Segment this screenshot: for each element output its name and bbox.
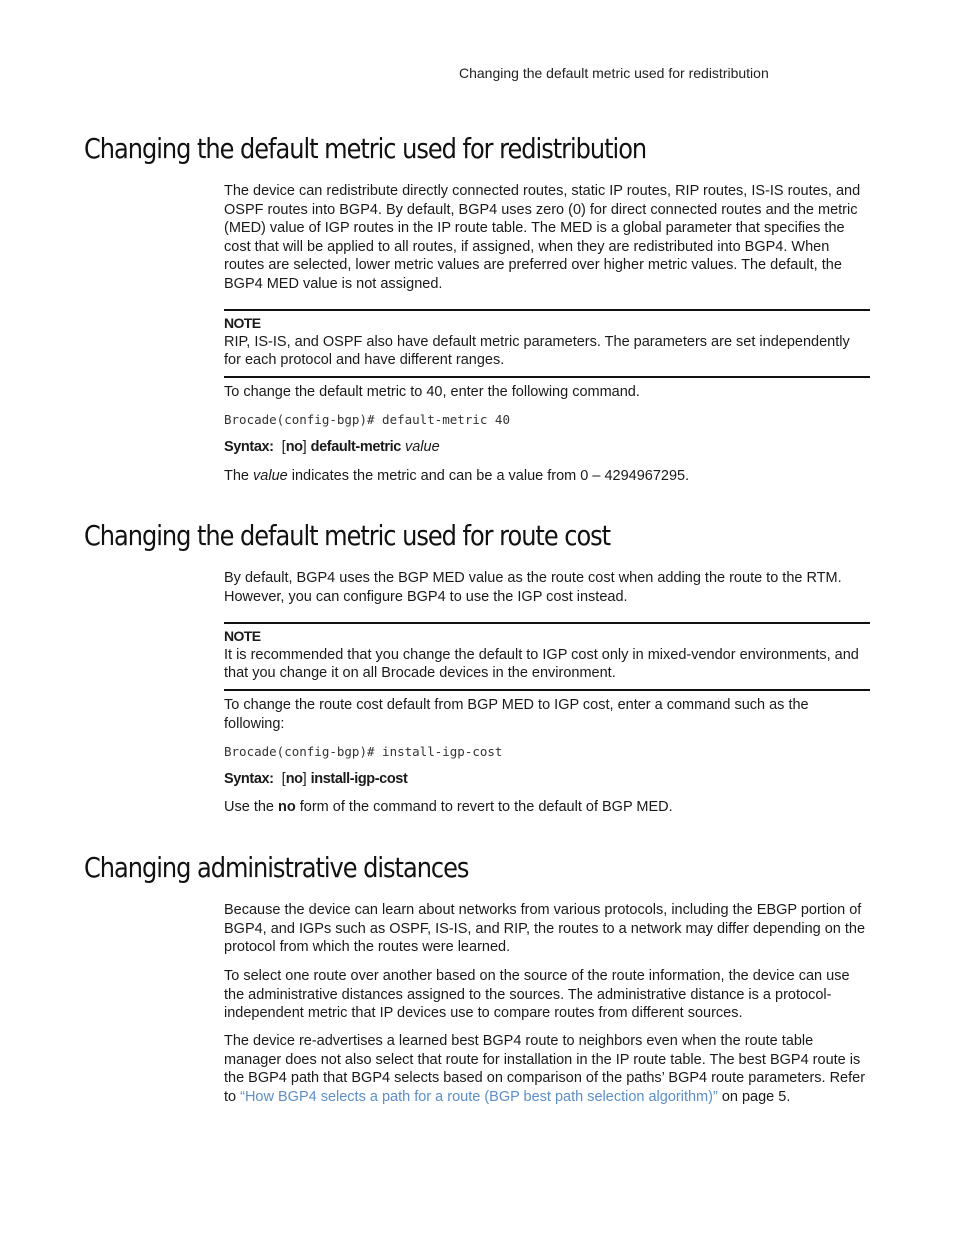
syntax-no-keyword: no (285, 771, 303, 787)
syntax-line (224, 771, 407, 787)
note-label: NOTE (224, 628, 261, 644)
desc-italic-value: value (253, 468, 288, 484)
syntax-close-bracket: ] (302, 771, 307, 787)
cross-reference-link[interactable]: “How BGP4 selects a path for a route (BGP best path selection algorithm)” (240, 1088, 718, 1105)
section-intro (224, 569, 870, 606)
syntax-no-keyword: no (285, 439, 303, 455)
syntax-argument: value (404, 439, 440, 455)
section-intro (224, 182, 870, 294)
no-form-description (224, 798, 870, 817)
intro-paragraph: By default, BGP4 uses the BGP MED value as the route cost when adding the route to the RTM. However, you can configure BGP4 to use the IGP cost instead. (224, 570, 842, 605)
note-text: It is recommended that you change the default to IGP cost only in mixed-vendor environments, and that you change it on all Brocade devices in the environment. (224, 646, 859, 682)
paragraph-text: To select one route over another based on the source of the route information, the device can use the administrative distances assigned to the sources. The administrative distance is a protocol-independent metric that IP devices use to compare routes from different sources. (224, 968, 850, 1022)
syntax-open-bracket: [ (281, 439, 286, 455)
section-title-route-cost: Changing the default metric used for route cost (84, 519, 611, 552)
code-example: Brocade(config-bgp)# default-metric 40 (224, 412, 510, 427)
note-text: RIP, IS-IS, and OSPF also have default metric parameters. The parameters are set independently for each protocol and have different ranges. (224, 333, 850, 369)
desc-no-keyword: no (278, 799, 296, 815)
paragraph-3 (224, 1032, 870, 1106)
paragraph-tail: on page 5. (721, 1088, 791, 1105)
running-header: Changing the default metric used for redistribution (459, 65, 769, 81)
command-intro (224, 696, 870, 733)
desc-prefix: Use the (224, 799, 274, 815)
code-example: Brocade(config-bgp)# install-igp-cost (224, 744, 503, 759)
value-description (224, 467, 870, 486)
note-box (224, 622, 870, 691)
desc-prefix: The (224, 468, 249, 484)
note-label: NOTE (224, 315, 261, 331)
syntax-label: Syntax: (224, 439, 274, 455)
paragraph-text: The device re-advertises a learned best BGP4 route to neighbors even when the route table manager does not also select that route for installation in the IP route table. The best BGP4 route is the BGP4 path that BGP4 selects based on comparison of the paths’ BGP4 route parameters. Refer to (224, 1033, 866, 1105)
syntax-open-bracket: [ (281, 771, 286, 787)
section-title-admin-distances: Changing administrative distances (84, 851, 469, 884)
syntax-label: Syntax: (224, 771, 274, 787)
paragraph-text: Because the device can learn about networks from various protocols, including the EBGP portion of BGP4, and IGPs such as OSPF, IS-IS, and RIP, the routes to a network may differ depending on the protocol from which the routes were learned. (224, 902, 866, 956)
paragraph-1 (224, 901, 870, 957)
syntax-line (224, 439, 440, 455)
desc-suffix: form of the command to revert to the default of BGP MED. (299, 799, 673, 815)
command-intro (224, 383, 870, 402)
command-intro-text: To change the route cost default from BGP MED to IGP cost, enter a command such as the following: (224, 697, 809, 732)
section-title-redistribution: Changing the default metric used for redistribution (84, 132, 647, 165)
intro-paragraph: The device can redistribute directly connected routes, static IP routes, RIP routes, IS-IS routes, and OSPF routes into BGP4. By default, BGP4 uses zero (0) for direct connected routes and the metric (MED) value of IGP routes in the IP route table. The MED is a global parameter that specifies the cost that will be applied to all routes, if assigned, when they are redistributed into BGP4. When routes are selected, lower metric values are preferred over higher metric values. The default, the BGP4 MED value is not assigned. (224, 183, 861, 292)
syntax-command: install-igp-cost (310, 771, 408, 787)
syntax-command: default-metric (310, 439, 401, 455)
note-box (224, 309, 870, 378)
desc-suffix: indicates the metric and can be a value from 0 – 4294967295. (291, 468, 690, 484)
syntax-close-bracket: ] (302, 439, 307, 455)
paragraph-2 (224, 967, 870, 1023)
command-intro-text: To change the default metric to 40, enter the following command. (224, 384, 640, 400)
